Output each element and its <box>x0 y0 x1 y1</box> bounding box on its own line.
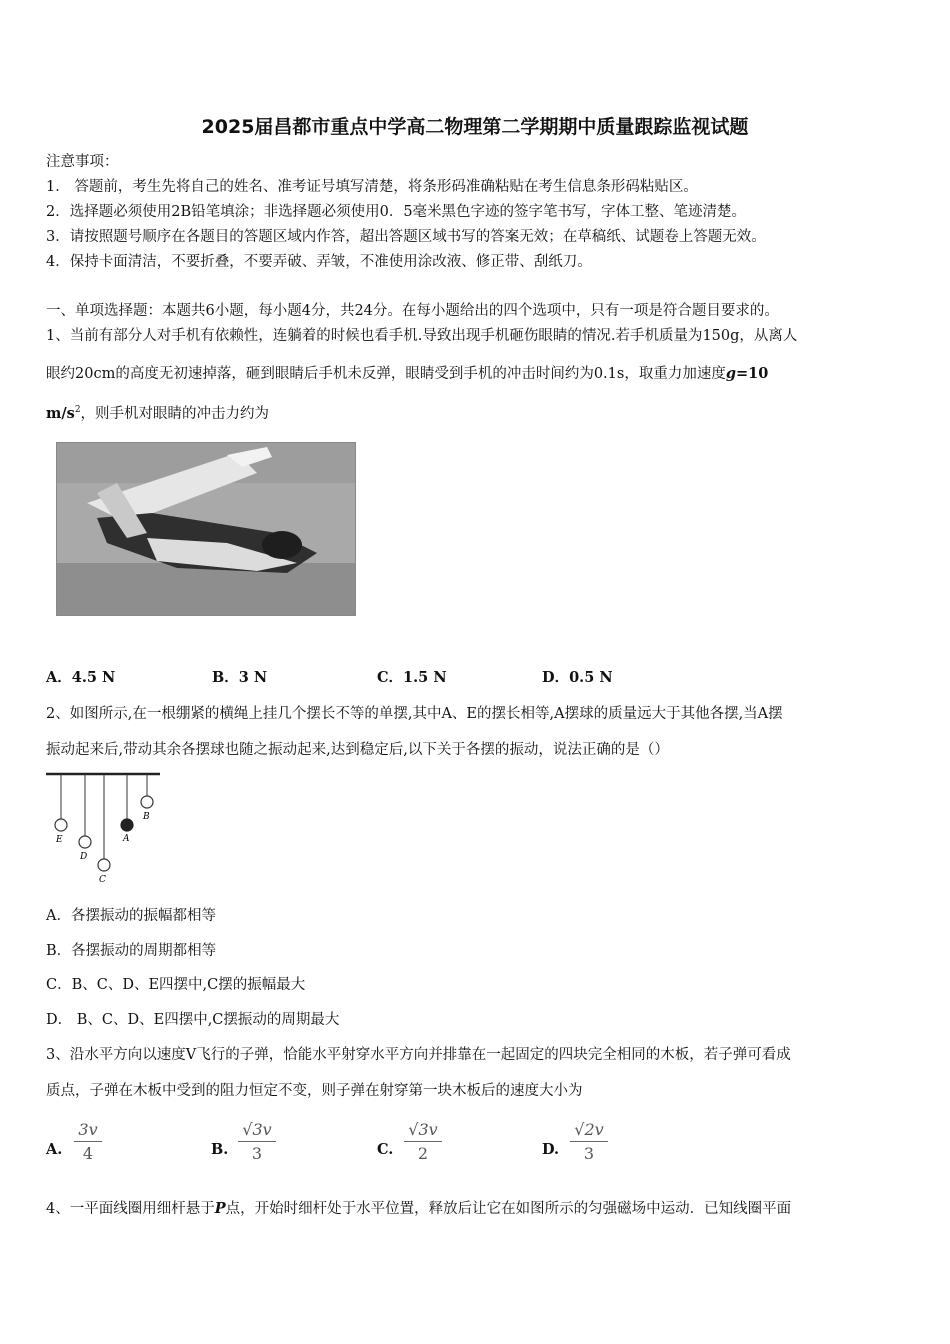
notice-item-3: 3．请按照题号顺序在各题目的答题区域内作答，超出答题区域书写的答案无效；在草稿纸、试题卷上答题无效。 <box>46 229 766 245</box>
q3-line-1: 3、沿水平方向以速度V飞行的子弹，恰能水平射穿水平方向并排靠在一起固定的四块完全相同的木板，若子弹可看成 <box>46 1047 791 1063</box>
pendulum-c-label: C <box>99 875 106 885</box>
q1-line-3 <box>46 400 269 424</box>
pendulum-d-bob <box>79 836 91 848</box>
q4-line-1-start: 4、一平面线圈用细杆悬于 <box>46 1201 215 1217</box>
q1-line-2 <box>46 364 768 384</box>
pendulum-a-bob <box>121 819 133 831</box>
pendulum-a-label: A <box>123 834 130 844</box>
pendulum-diagram <box>44 770 164 888</box>
q3-option-b-label: B. <box>211 1141 229 1158</box>
fraction-bar <box>404 1141 442 1142</box>
q3-option-d-label: D. <box>542 1141 560 1158</box>
q1-line-1: 1、当前有部分人对手机有依赖性，连躺着的时候也看手机.导致出现手机砸伤眼睛的情况.若手机质量为150g，从离人 <box>46 328 798 344</box>
q3-option-b-denominator: 3 <box>251 1144 263 1163</box>
pendulum-b-label: B <box>143 812 150 822</box>
pendulum-d-label: D <box>80 852 88 862</box>
q3-option-c-label: C. <box>377 1141 394 1158</box>
q3-option-d-numerator: √2v <box>574 1120 604 1139</box>
q2-option-d: D． B、C、D、E四摆中,C摆振动的周期最大 <box>46 1012 340 1028</box>
q3-option-a-numerator: 3v <box>78 1120 98 1139</box>
fraction-bar <box>238 1141 276 1142</box>
q3-option-c-denominator: 2 <box>417 1144 429 1163</box>
q1-line-2-end: =10 <box>735 365 769 382</box>
q3-option-d-fraction <box>570 1120 608 1163</box>
q2-option-c: C．B、C、D、E四摆中,C摆的振幅最大 <box>46 977 306 993</box>
pendulum-e-label: E <box>56 835 63 845</box>
q3-option-a-denominator: 4 <box>82 1144 94 1163</box>
pendulum-c-bob <box>98 859 110 871</box>
q1-option-c: C．1.5 N <box>377 669 447 686</box>
q3-option-d-denominator: 3 <box>583 1144 595 1163</box>
q1-option-d: D．0.5 N <box>542 669 613 686</box>
q1-unit: m/s <box>46 404 75 422</box>
q2-line-2: 振动起来后,带动其余各摆球也随之振动起来,达到稳定后,以下关于各摆的振动，说法正确的是（） <box>46 742 669 758</box>
q4-line-1 <box>46 1199 791 1219</box>
q3-option-c-numerator: √3v <box>408 1120 438 1139</box>
q3-line-2: 质点，子弹在木板中受到的阻力恒定不变，则子弹在射穿第一块木板后的速度大小为 <box>46 1083 583 1099</box>
q4-line-1-end: 点，开始时细杆处于水平位置，释放后让它在如图所示的匀强磁场中运动．已知线圈平面 <box>225 1201 792 1217</box>
q1-unit-sup: 2 <box>74 405 81 415</box>
section-heading: 一、单项选择题：本题共6小题，每小题4分，共24分。在每小题给出的四个选项中，只有一项是符合题目要求的。 <box>46 303 779 319</box>
notice-item-4: 4．保持卡面清洁，不要折叠，不要弄破、弄皱，不准使用涂改液、修正带、刮纸刀。 <box>46 254 592 270</box>
notice-item-2: 2．选择题必须使用2B铅笔填涂；非选择题必须使用0．5毫米黑色字迹的签字笔书写，字体工整、笔迹清楚。 <box>46 204 747 220</box>
notice-item-1: 1． 答题前，考生先将自己的姓名、准考证号填写清楚，将条形码准确粘贴在考生信息条形码粘贴区。 <box>46 179 698 195</box>
pendulum-e-bob <box>55 819 67 831</box>
q3-option-b-numerator: √3v <box>242 1120 272 1139</box>
fraction-bar <box>74 1141 102 1142</box>
q2-option-a: A．各摆振动的振幅都相等 <box>46 908 216 924</box>
q1-option-b: B．3 N <box>212 669 268 686</box>
q3-option-a-label: A. <box>46 1141 63 1158</box>
q1-line-3-text: ，则手机对眼睛的冲击力约为 <box>80 405 270 422</box>
q3-option-c-fraction <box>404 1120 442 1163</box>
fraction-bar <box>570 1141 608 1142</box>
q2-line-1: 2、如图所示,在一根绷紧的横绳上挂几个摆长不等的单摆,其中A、E的摆长相等,A摆球的质量远大于其他各摆,当A摆 <box>46 706 783 722</box>
q4-var-p: P <box>214 1200 226 1217</box>
q1-option-a: A．4.5 N <box>46 669 116 686</box>
q3-option-b-fraction <box>238 1120 276 1163</box>
q1-var-g: g <box>725 365 736 382</box>
q3-option-a-fraction <box>74 1120 102 1163</box>
q2-option-b: B．各摆振动的周期都相等 <box>46 943 217 959</box>
phone-photo <box>56 442 356 616</box>
phone-photo-drawing <box>57 443 355 615</box>
q1-line-2-text: 眼约20cm的高度无初速掉落，砸到眼睛后手机未反弹，眼睛受到手机的冲击时间约为0.1s，取重力加速度 <box>46 366 726 382</box>
pendulum-b-bob <box>141 796 153 808</box>
notice-heading: 注意事项： <box>46 154 119 170</box>
page-title: 2025届昌都市重点中学高二物理第二学期期中质量跟踪监视试题 <box>201 116 749 138</box>
